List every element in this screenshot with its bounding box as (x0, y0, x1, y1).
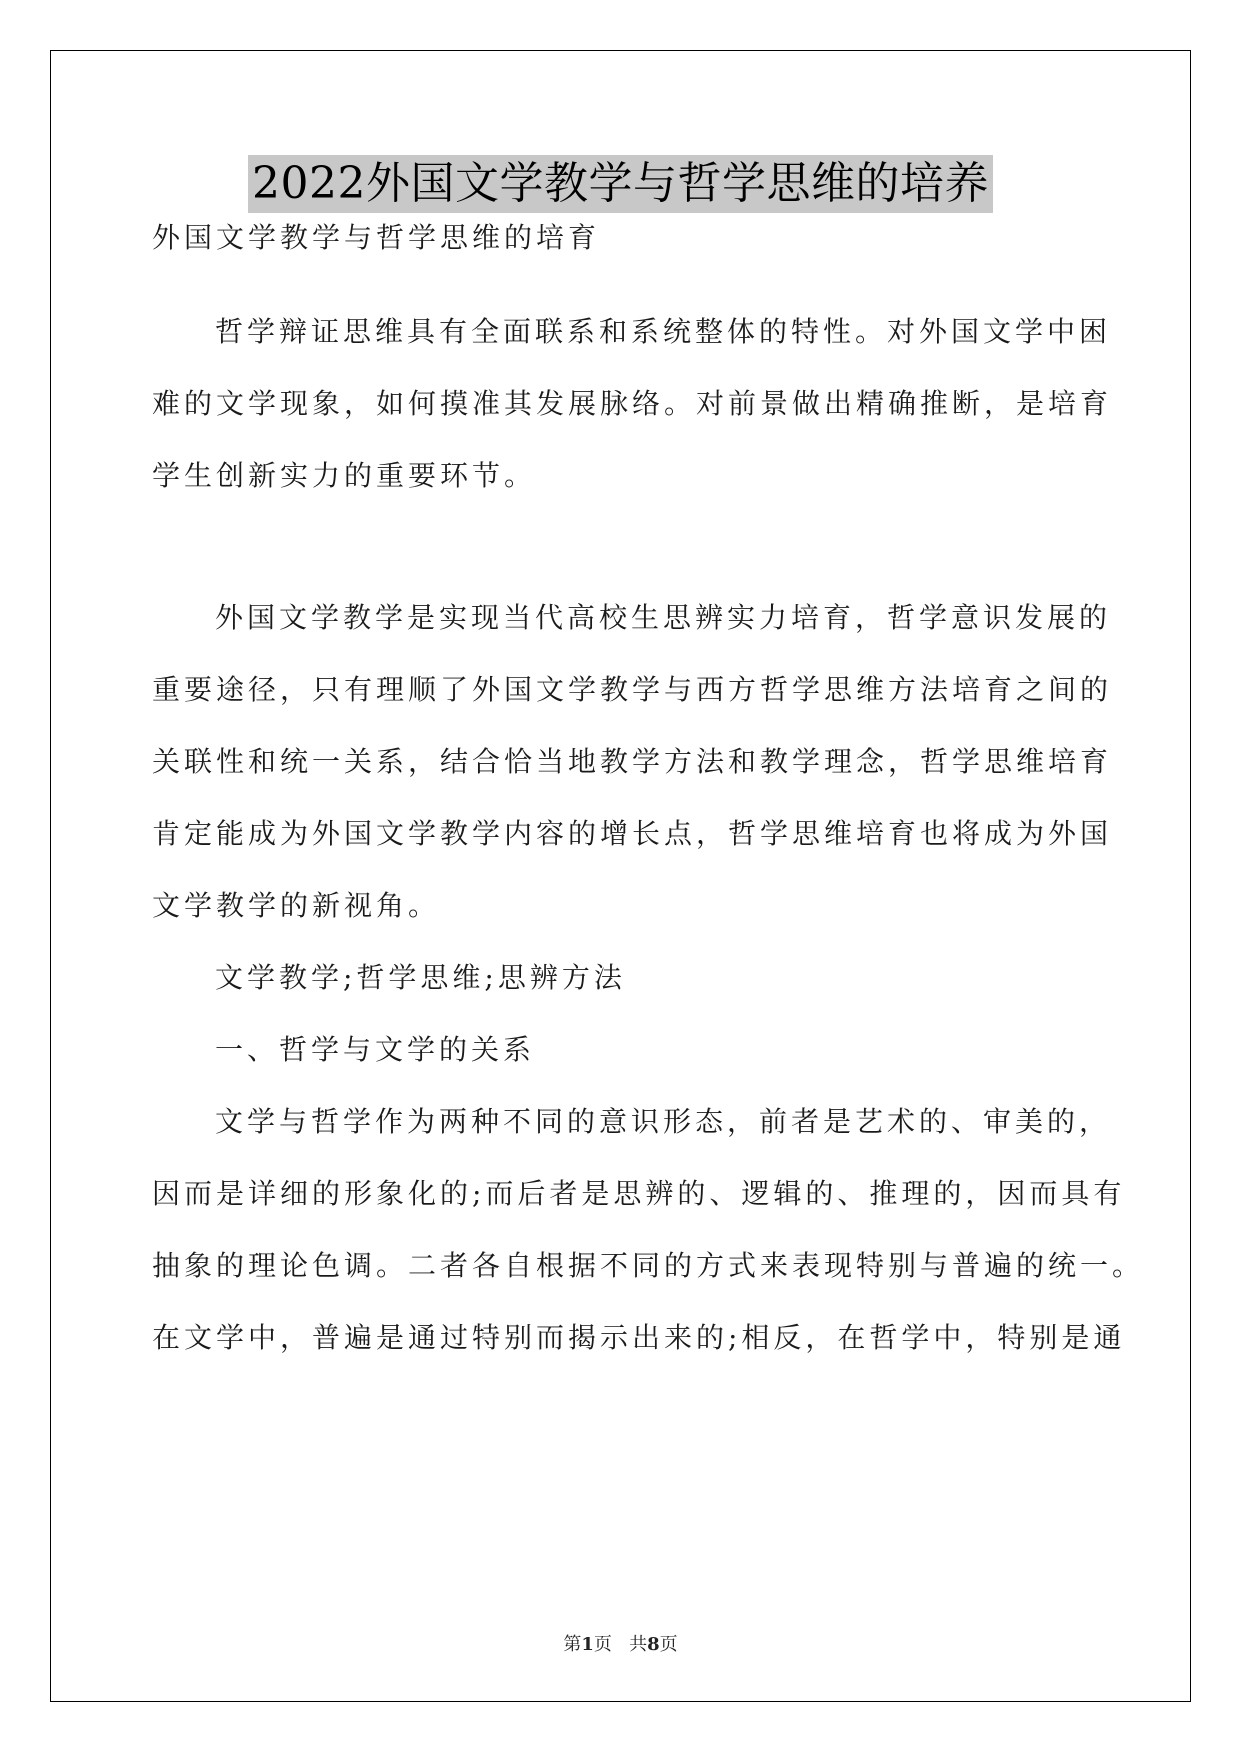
title-wrap (0, 155, 1241, 213)
paragraph-line: 因而是详细的形象化的;而后者是思辨的、逻辑的、推理的，因而具有 (152, 1177, 1126, 1210)
paragraph-line: 外国文学教学是实现当代高校生思辨实力培育，哲学意识发展的 (215, 601, 1112, 634)
footer-prefix: 第 (563, 1634, 582, 1655)
paragraph-line: 抽象的理论色调。二者各自根据不同的方式来表现特别与普遍的统一。 (152, 1249, 1145, 1282)
paragraph-line: 哲学辩证思维具有全面联系和系统整体的特性。对外国文学中困 (215, 315, 1112, 348)
paragraph-line: 关联性和统一关系，结合恰当地教学方法和教学理念，哲学思维培育 (152, 745, 1113, 778)
paragraph-line: 学生创新实力的重要环节。 (152, 459, 537, 492)
footer-suffix: 页 (659, 1634, 678, 1655)
document-title: 2022外国文学教学与哲学思维的培养 (248, 155, 993, 213)
page-border (50, 50, 1191, 1702)
current-page-number: 1 (581, 1634, 594, 1655)
page-footer (0, 1630, 1241, 1656)
paragraph-line: 文学教学的新视角。 (152, 889, 441, 922)
footer-middle: 页 共 (593, 1634, 648, 1655)
paragraph-line: 文学与哲学作为两种不同的意识形态，前者是艺术的、审美的， (215, 1105, 1112, 1138)
paragraph-line: 肯定能成为外国文学教学内容的增长点，哲学思维培育也将成为外国 (152, 817, 1113, 850)
paragraph-line: 在文学中，普遍是通过特别而揭示出来的;相反，在哲学中，特别是通 (152, 1321, 1126, 1354)
section-heading: 一、哲学与文学的关系 (215, 1033, 536, 1066)
keywords-line: 文学教学;哲学思维;思辨方法 (215, 961, 626, 994)
total-page-number: 8 (647, 1634, 660, 1655)
paragraph-line: 重要途径，只有理顺了外国文学教学与西方哲学思维方法培育之间的 (152, 673, 1113, 706)
paragraph-line: 难的文学现象，如何摸准其发展脉络。对前景做出精确推断，是培育 (152, 387, 1113, 420)
subtitle-line: 外国文学教学与哲学思维的培育 (152, 221, 601, 254)
